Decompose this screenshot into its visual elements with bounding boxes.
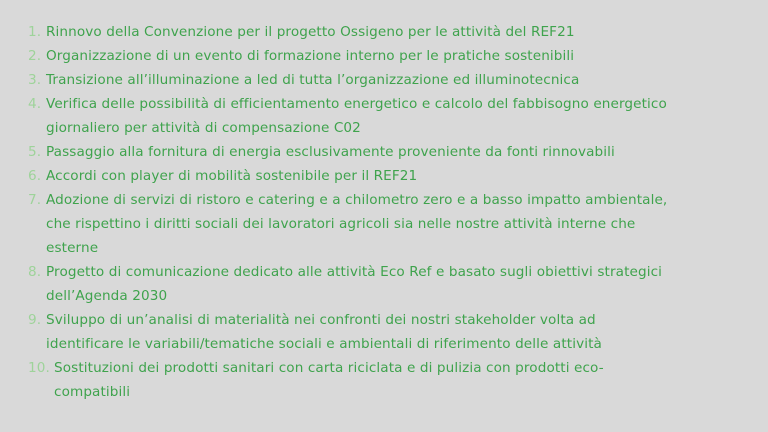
item-text-line: Accordi con player di mobilità sostenibile per il REF21: [46, 168, 418, 184]
item-text-line: dell’Agenda 2030: [46, 288, 168, 304]
item-text-line: Adozione di servizi di ristoro e catering e a chilometro zero e a basso impatto ambientale,: [46, 192, 668, 208]
list-item-2: [28, 44, 748, 68]
item-number: 10.: [28, 360, 50, 376]
list-item-9: [28, 308, 748, 356]
list-item-6: [28, 164, 748, 188]
item-text-line: Sviluppo di un’analisi di materialità nei confronti dei nostri stakeholder volta ad: [46, 312, 596, 328]
item-text-line: Rinnovo della Convenzione per il progetto Ossigeno per le attività del REF21: [46, 24, 575, 40]
item-text-line: compatibili: [54, 384, 131, 400]
list-item-3: [28, 68, 748, 92]
item-text-line: Sostituzioni dei prodotti sanitari con carta riciclata e di pulizia con prodotti eco-: [54, 360, 604, 376]
item-text-line: esterne: [46, 240, 99, 256]
item-text-line: Progetto di comunicazione dedicato alle attività Eco Ref e basato sugli obiettivi strategici: [46, 264, 663, 280]
item-text-line: Organizzazione di un evento di formazione interno per le pratiche sostenibili: [46, 48, 575, 64]
item-number: 1.: [28, 24, 42, 40]
list-item-7: [28, 188, 748, 260]
item-text-line: identificare le variabili/tematiche sociali e ambientali di riferimento delle attività: [46, 336, 602, 352]
item-number: 2.: [28, 48, 42, 64]
item-number: 4.: [28, 96, 42, 112]
action-list: [28, 20, 748, 404]
item-text-line: Verifica delle possibilità di efficientamento energetico e calcolo del fabbisogno energetico: [46, 96, 667, 112]
list-item-4: [28, 92, 748, 140]
list-item-10: [28, 356, 748, 404]
list-item-8: [28, 260, 748, 308]
item-number: 3.: [28, 72, 42, 88]
item-text-line: Transizione all’illuminazione a led di tutta l’organizzazione ed illuminotecnica: [46, 72, 580, 88]
item-number: 7.: [28, 192, 42, 208]
item-text-line: giornaliero per attività di compensazione C02: [46, 120, 361, 136]
item-number: 6.: [28, 168, 42, 184]
item-text-line: Passaggio alla fornitura di energia esclusivamente proveniente da fonti rinnovabili: [46, 144, 615, 160]
item-number: 9.: [28, 312, 42, 328]
item-number: 5.: [28, 144, 42, 160]
item-text-line: che rispettino i diritti sociali dei lavoratori agricoli sia nelle nostre attività interne che: [46, 216, 636, 232]
item-number: 8.: [28, 264, 42, 280]
list-item-5: [28, 140, 748, 164]
list-item-1: [28, 20, 748, 44]
